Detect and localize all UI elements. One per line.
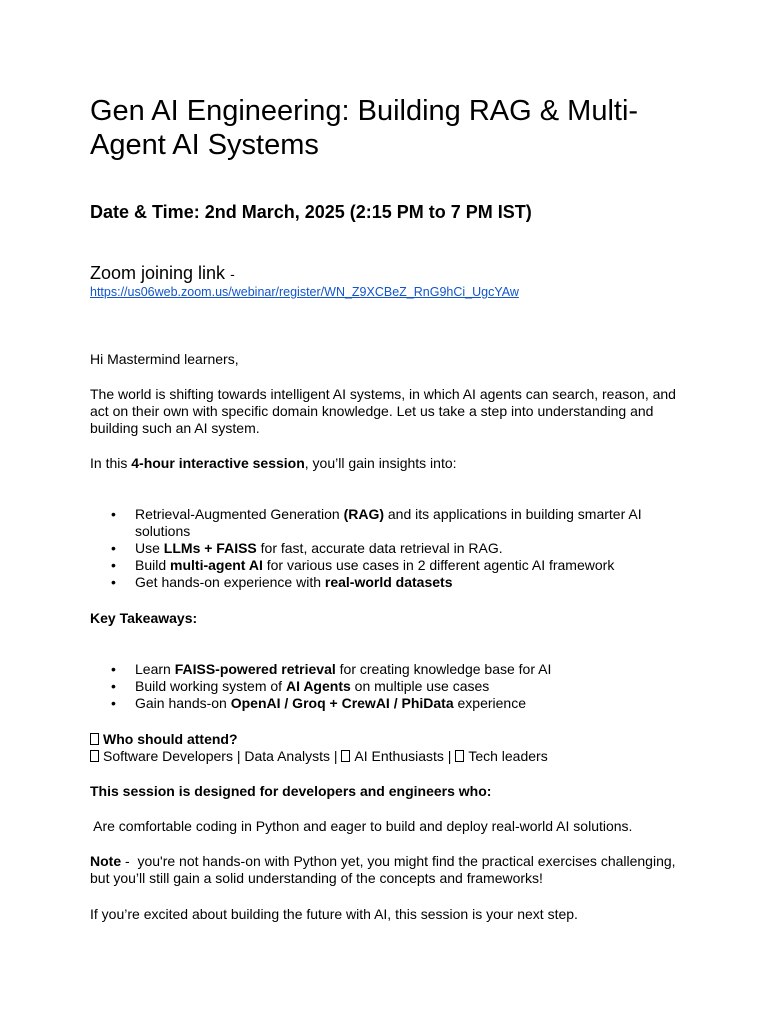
list-item bbox=[90, 661, 690, 678]
list-item bbox=[90, 506, 690, 540]
intro-paragraph: The world is shifting towards intelligent AI systems, in which AI agents can search, reason, and act on their own with specific domain knowledge. Let us take a step into understanding and building such an AI system. bbox=[90, 386, 676, 436]
item-bold: FAISS-powered retrieval bbox=[174, 661, 336, 677]
item-text: on multiple use cases bbox=[350, 678, 490, 694]
bullet-icon: • bbox=[111, 540, 116, 556]
missing-glyph-icon bbox=[90, 750, 99, 762]
item-bold: AI Agents bbox=[285, 678, 351, 694]
zoom-registration-link[interactable]: https://us06web.zoom.us/webinar/register/WN_Z9XCBeZ_RnG9hCi_UgcYAw bbox=[90, 285, 519, 299]
session-duration: 4-hour interactive session bbox=[131, 455, 305, 471]
session-prefix: In this bbox=[90, 455, 132, 471]
note-paragraph bbox=[90, 853, 690, 887]
who-should-attend-heading bbox=[90, 731, 690, 748]
missing-glyph-icon bbox=[90, 733, 99, 745]
item-text: Build bbox=[135, 557, 171, 573]
item-text: experience bbox=[453, 695, 526, 711]
audience-item: Tech leaders bbox=[468, 748, 548, 764]
bullet-icon: • bbox=[111, 506, 116, 522]
item-text: and its applications in building smarter AI solutions bbox=[135, 506, 642, 539]
page-title: Gen AI Engineering: Building RAG & Multi-Agent AI Systems bbox=[90, 95, 639, 161]
item-bold: real-world datasets bbox=[324, 574, 453, 590]
zoom-link-label bbox=[90, 262, 235, 285]
bullet-icon: • bbox=[111, 695, 116, 711]
item-bold: OpenAI / Groq + CrewAI / PhiData bbox=[230, 695, 454, 711]
note-label: Note bbox=[90, 853, 122, 869]
list-item bbox=[90, 678, 690, 695]
designed-for-body: Are comfortable coding in Python and eager to build and deploy real-world AI solutions. bbox=[90, 818, 633, 834]
missing-glyph-icon bbox=[455, 750, 464, 762]
item-text: for creating knowledge base for AI bbox=[335, 661, 552, 677]
attend-heading-text: Who should attend? bbox=[103, 731, 238, 747]
list-item bbox=[90, 695, 690, 712]
session-intro bbox=[90, 455, 690, 472]
item-text: for fast, accurate data retrieval in RAG. bbox=[256, 540, 503, 556]
bullet-icon: • bbox=[111, 557, 116, 573]
item-text: Gain hands-on bbox=[135, 695, 231, 711]
closing-paragraph: If you’re excited about building the future with AI, this session is your next step. bbox=[90, 906, 578, 922]
list-item bbox=[90, 557, 690, 574]
item-text: Learn bbox=[135, 661, 175, 677]
takeaways-list bbox=[90, 661, 690, 712]
zoom-label-text: Zoom joining link bbox=[90, 263, 226, 283]
note-text: - you're not hands-on with Python yet, you might find the practical exercises challenging, but you’ll still gain a solid understanding of the concepts and frameworks! bbox=[90, 853, 680, 886]
item-text: Get hands-on experience with bbox=[135, 574, 325, 590]
item-text: for various use cases in 2 different agentic AI framework bbox=[262, 557, 615, 573]
zoom-label-separator: - bbox=[230, 266, 235, 282]
bullet-icon: • bbox=[111, 661, 116, 677]
event-datetime: Date & Time: 2nd March, 2025 (2:15 PM to 7 PM IST) bbox=[90, 202, 532, 222]
item-text: Build working system of bbox=[135, 678, 286, 694]
designed-for-heading: This session is designed for developers and engineers who: bbox=[90, 783, 492, 799]
list-item bbox=[90, 574, 690, 591]
item-bold: multi-agent AI bbox=[170, 557, 263, 573]
item-text: Retrieval-Augmented Generation bbox=[135, 506, 344, 522]
audience-item: Software Developers bbox=[103, 748, 233, 764]
list-item bbox=[90, 540, 690, 557]
audience-line: Software Developers | Data Analysts | AI Enthusiasts | Tech leaders bbox=[90, 748, 690, 765]
bullet-icon: • bbox=[111, 678, 116, 694]
audience-item: Data Analysts bbox=[244, 748, 330, 764]
greeting: Hi Mastermind learners, bbox=[90, 351, 239, 367]
item-text: Use bbox=[135, 540, 164, 556]
session-suffix: , you’ll gain insights into: bbox=[304, 455, 457, 471]
missing-glyph-icon bbox=[341, 750, 350, 762]
audience-item: AI Enthusiasts bbox=[354, 748, 444, 764]
key-takeaways-heading: Key Takeaways: bbox=[90, 610, 198, 626]
item-bold: (RAG) bbox=[343, 506, 384, 522]
bullet-icon: • bbox=[111, 574, 116, 590]
item-bold: LLMs + FAISS bbox=[163, 540, 257, 556]
insights-list bbox=[90, 506, 690, 591]
